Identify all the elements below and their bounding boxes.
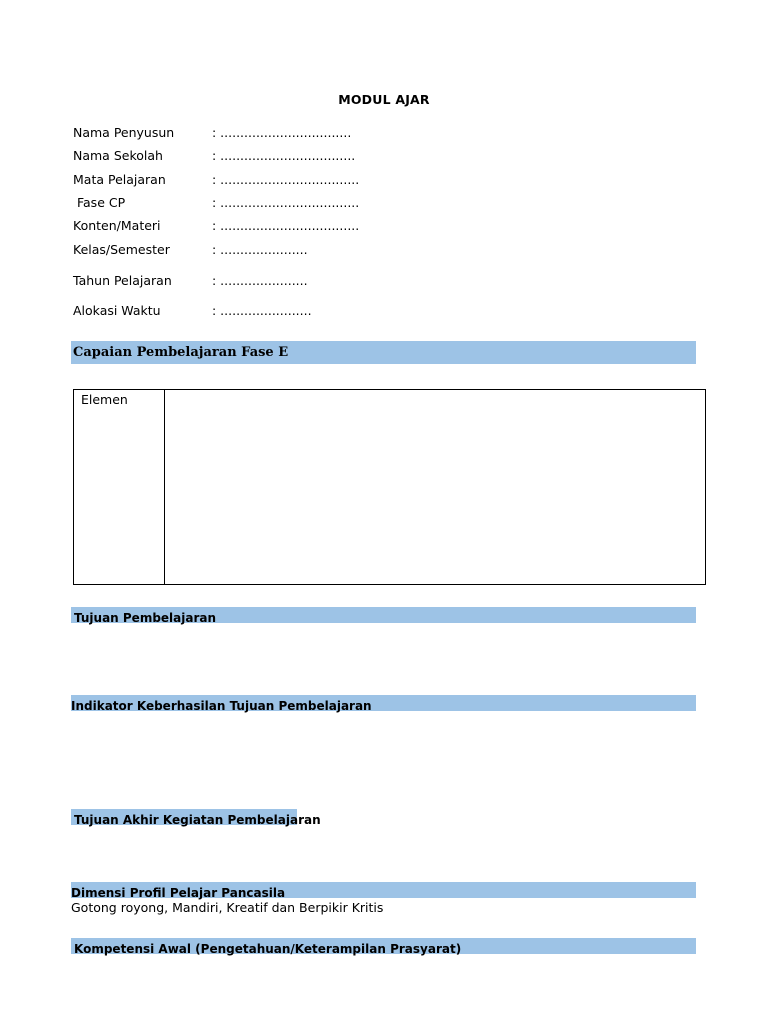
section-heading-capaian: Capaian Pembelajaran Fase E (73, 345, 289, 360)
section-heading-tujuan-akhir: Tujuan Akhir Kegiatan Pembelajaran (74, 813, 321, 827)
elemen-header-cell (74, 390, 165, 585)
section-band-dimensi (71, 882, 696, 898)
section-heading-kompetensi: Kompetensi Awal (Pengetahuan/Keterampilan Prasyarat) (74, 942, 462, 956)
field-value-nama-sekolah: : .................................. (212, 148, 356, 163)
field-label-konten-materi: Konten/Materi (73, 218, 161, 233)
elemen-header-label: Elemen (81, 392, 128, 407)
dimensi-content: Gotong royong, Mandiri, Kreatif dan Berpikir Kritis (71, 900, 384, 915)
section-band-tujuan (71, 607, 696, 623)
section-heading-dimensi: Dimensi Profil Pelajar Pancasila (71, 886, 286, 900)
elemen-content-cell[interactable] (165, 390, 706, 585)
field-value-tahun-pelajaran: : ...................... (212, 273, 308, 288)
section-band-kompetensi (71, 938, 696, 954)
section-band-indikator (71, 695, 696, 711)
section-heading-indikator: Indikator Keberhasilan Tujuan Pembelajaran (71, 699, 372, 713)
field-label-kelas-semester: Kelas/Semester (73, 242, 170, 257)
section-band-tujuan-akhir (71, 809, 321, 827)
field-value-fase-cp: : ................................... (212, 195, 360, 210)
field-label-mata-pelajaran: Mata Pelajaran (73, 172, 166, 187)
field-label-fase-cp: Fase CP (73, 195, 126, 210)
section-heading-tujuan: Tujuan Pembelajaran (74, 611, 217, 625)
section-band-capaian (71, 341, 696, 364)
field-label-alokasi-waktu: Alokasi Waktu (73, 303, 161, 318)
elemen-table (73, 389, 706, 585)
field-label-nama-sekolah: Nama Sekolah (73, 148, 163, 163)
field-label-nama-penyusun: Nama Penyusun (73, 125, 175, 140)
field-value-kelas-semester: : ...................... (212, 242, 308, 257)
document-title: MODUL AJAR (338, 92, 430, 107)
field-value-mata-pelajaran: : ................................... (212, 172, 360, 187)
field-value-alokasi-waktu: : ....................... (212, 303, 312, 318)
field-value-konten-materi: : ................................... (212, 218, 360, 233)
field-label-tahun-pelajaran: Tahun Pelajaran (73, 273, 172, 288)
field-value-nama-penyusun: : ................................. (212, 125, 352, 140)
